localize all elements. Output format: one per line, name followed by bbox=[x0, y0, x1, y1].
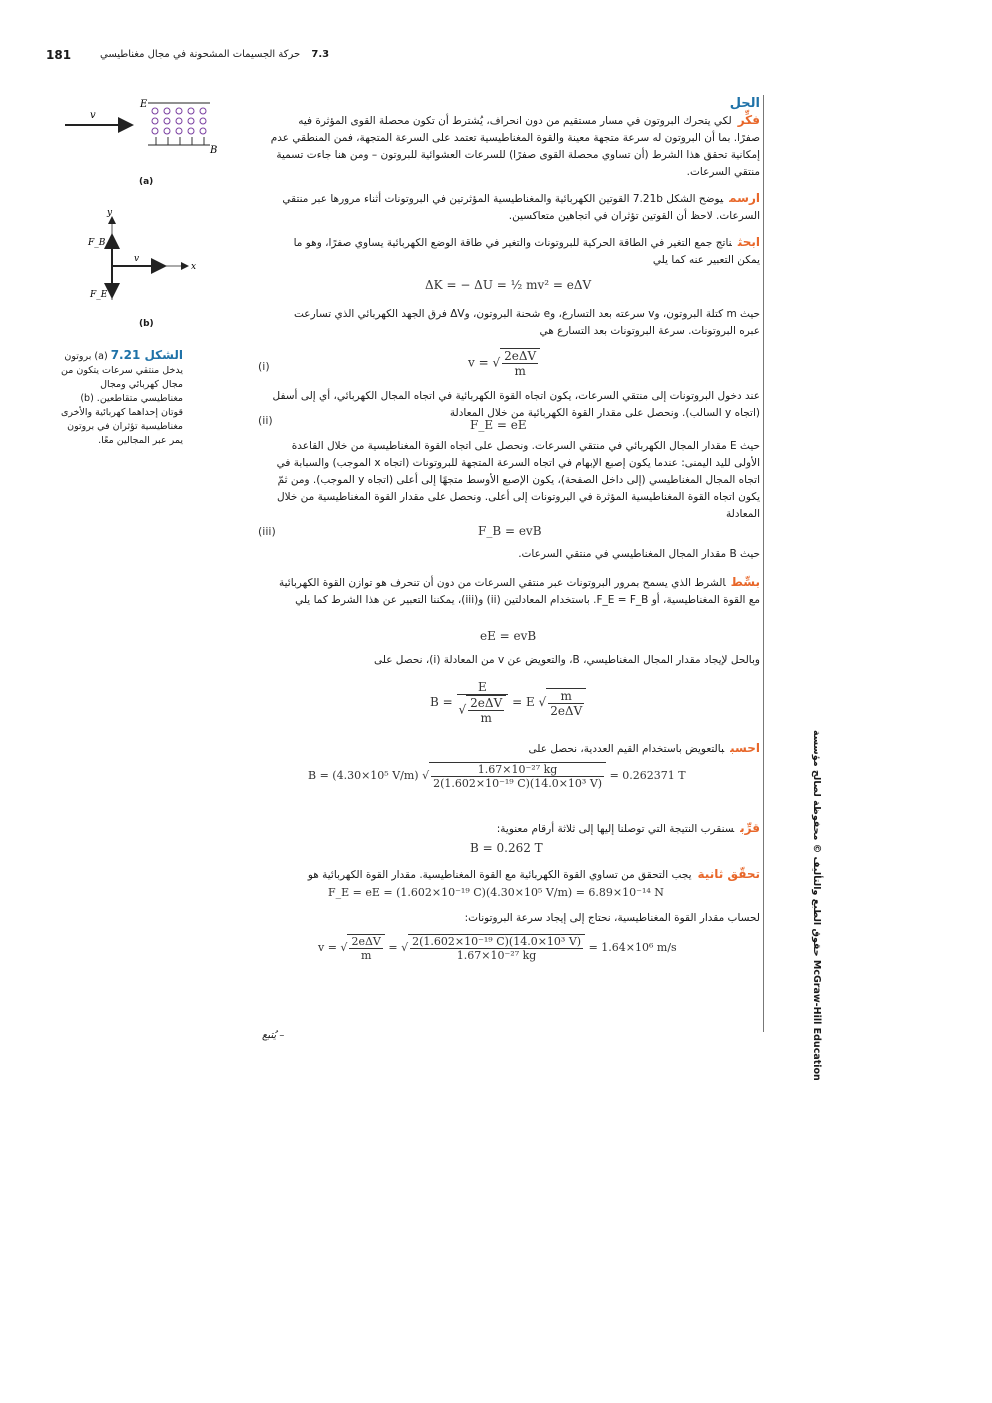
eq2-label: (ii) bbox=[258, 414, 273, 427]
where3-paragraph: حيث B مقدار المجال المغناطيسي في منتقي السرعات. bbox=[518, 548, 760, 560]
eq9-numerator: 2(1.602×10⁻¹⁹ C)(14.0×10³ V) bbox=[412, 935, 582, 948]
round-keyword: قرِّب bbox=[740, 821, 760, 835]
research-paragraph bbox=[270, 234, 760, 269]
section-title: حركة الجسيمات المشحونة في مجال مغناطيسي bbox=[100, 49, 301, 60]
caption-text: (a) بروتون يدخل منتقي سرعات يتكون من مجال كهربائي ومجال مغناطيسي متقاطعين. (b) قوتان إحداهما كهربائية والأخرى مغناطيسية تؤثران في بروتون يمر عبر المجالين معًا. bbox=[60, 351, 183, 446]
simplify-paragraph bbox=[270, 574, 760, 609]
equation-9: v = √ $\frac{\text{2eΔV}}{m}$ = √ $\frac{\text{2(1.602×10⁻¹⁹ C)(14.0×10³ V)}}{\text{1.67×10⁻²⁷ kg}}$ = 1.64×10⁶ m/s bbox=[318, 935, 677, 962]
eq6-rhs: = 0.262371 T bbox=[609, 769, 686, 782]
eq1-label: (i) bbox=[258, 360, 270, 373]
eq3-label: (iii) bbox=[258, 525, 276, 538]
calc-keyword: احسب bbox=[730, 741, 760, 755]
where2-paragraph: حيث E مقدار المجال الكهربائي في منتقي السرعات. ونحصل على اتجاه القوة المغناطيسية من خلال القاعدة الأولى لليد اليمنى: عندما يكون إصبع الإبهام في اتجاه السرعة المتجهة للبروتونات (اتجاه x الموجب) والسبابة في اتجاه المجال المغناطيسي (إلى داخل الصفحة)، يكون الإصبع الأوسط متجهًا إلى أعلى (اتجاه y الموجب). ومن ثمّ يكون اتجاه القوة المغناطيسية المؤثرة في البروتونات إلى أعلى. ونحصل على مقدار القوة المغناطيسية من خلال المعادلة bbox=[276, 440, 760, 520]
round-text: سنقرب النتيجة التي توصلنا إليها إلى ثلاثة أرقام معنوية: bbox=[496, 823, 735, 835]
label-v-a: v bbox=[90, 110, 96, 121]
eq5-inner-num: 2eΔV bbox=[470, 696, 503, 710]
calc-text: بالتعويض باستخدام القيم العددية، نحصل على bbox=[528, 743, 725, 755]
figure-7-21a bbox=[60, 95, 230, 190]
calc-paragraph bbox=[270, 740, 760, 758]
label-v-b: v bbox=[134, 254, 140, 264]
eq5-rad-num: m bbox=[548, 689, 584, 704]
eq9-rhs: = 1.64×10⁶ m/s bbox=[588, 941, 677, 954]
think-paragraph bbox=[270, 112, 760, 181]
column-rule bbox=[763, 95, 764, 1032]
solve-paragraph: وبالحل لإيجاد مقدار المجال المغناطيسي، B، والتعويض عن v من المعادلة (i)، نحصل على bbox=[373, 654, 760, 666]
label-y: y bbox=[107, 208, 113, 218]
eq5-numerator: E bbox=[457, 680, 509, 695]
running-head bbox=[100, 49, 329, 60]
where1-paragraph: حيث m كتلة البروتون، وv سرعته بعد التسارع، وe شحنة البروتون، وΔV فرق الجهد الكهربائي الذي تسارعت عبره البروتونات. سرعة البروتونات بعد التسارع هي bbox=[294, 308, 760, 337]
eq5-inner-den: m bbox=[480, 711, 492, 725]
round-paragraph bbox=[270, 820, 760, 838]
think-keyword: فكِّر bbox=[737, 113, 760, 127]
research-text: ناتج جمع التغير في الطاقة الحركية للبروتونات والتغير في طاقة الوضع الكهربائية يساوي صفرًا، وهو ما يمكن التعبير عنه كما يلي bbox=[293, 237, 760, 266]
sketch-text: يوضح الشكل 7.21b القوتين الكهربائية والمغناطيسية المؤثرتين في البروتونات أثناء مرورها عبر منتقي السرعات. لاحظ أن القوتين تؤثران في اتجاهين متعاكسين. bbox=[282, 193, 760, 222]
copyright-vertical bbox=[778, 720, 898, 1081]
equation-6: B = (4.30×10⁵ V/m) √ $\frac{\text{1.67×10⁻²⁷ kg}}{\text{2(1.602×10⁻¹⁹ C)(14.0×10³ V)}}$ = 0.262371 T bbox=[308, 763, 686, 790]
figure-caption bbox=[58, 348, 183, 448]
label-B-a: B bbox=[210, 145, 218, 156]
figure-7-21b bbox=[70, 205, 210, 315]
label-FB: F_B bbox=[88, 238, 106, 248]
equation-8: F_E = eE = (1.602×10⁻¹⁹ C)(4.30×10⁵ V/m) = 6.89×10⁻¹⁴ N bbox=[328, 886, 664, 899]
eq6-denominator: 2(1.602×10⁻¹⁹ C)(14.0×10³ V) bbox=[433, 777, 603, 790]
equation-1: v = √ $\frac{\text{2eΔV}}{m}$ bbox=[468, 348, 540, 378]
check-keyword: تحقّق ثانية bbox=[697, 867, 760, 881]
equation-5: B = E √ $\frac{\text{2eΔV}}{m}$ = E √ $\frac{m}{\text{2eΔV}}$ bbox=[430, 680, 586, 725]
speed-paragraph: لحساب مقدار القوة المغناطيسية، نحتاج إلى إيجاد سرعة البروتونات: bbox=[464, 912, 760, 924]
eq1-denominator: m bbox=[514, 364, 526, 378]
eq9-sym-num: 2eΔV bbox=[351, 935, 381, 948]
sketch-paragraph bbox=[270, 190, 760, 225]
label-x: x bbox=[191, 262, 197, 272]
energy-equation: ΔK = − ΔU = ½ mv² = eΔV bbox=[425, 278, 592, 292]
check-paragraph bbox=[270, 866, 760, 884]
solution-title: الحل bbox=[729, 96, 760, 111]
eq9-sym-den: m bbox=[360, 949, 372, 962]
think-text: لكي يتحرك البروتون في مسار مستقيم من دون انحراف، يُشترط أن تكون محصلة القوى المؤثرة فيه صفرًا. بما أن البروتون له سرعة متجهة معينة والقوة المغناطيسية تعتمد على السرعة المتجهة، فمن المنطقي عدم إمكانية تحقق هذا الشرط (أن تساوي محصلة القوى صفرًا) للسرعات العشوائية للبروتون – ومن هنا جاءت تسمية منتقي السرعات. bbox=[270, 115, 760, 178]
eq9-lhs: v = bbox=[318, 941, 337, 954]
eq6-lhs: B = (4.30×10⁵ V/m) bbox=[308, 769, 419, 782]
label-FE: F_E bbox=[90, 290, 108, 300]
page-number: 181 bbox=[46, 48, 72, 62]
copyright-text: حقوق الطبع والتأليف © محفوظة لصالح مؤسسة McGraw-Hill Education bbox=[811, 730, 822, 1081]
magnetic-field-grid bbox=[152, 108, 206, 134]
equation-3: F_B = evB bbox=[478, 524, 542, 538]
section-number: 7.3 bbox=[311, 49, 330, 60]
eq1-lhs: v = bbox=[468, 355, 489, 370]
eq5-rad-den: 2eΔV bbox=[550, 703, 583, 718]
research-keyword: ابحث bbox=[737, 235, 760, 249]
equation-4: eE = evB bbox=[480, 629, 537, 643]
check-text: يجب التحقق من تساوي القوة الكهربائية مع القوة المغناطيسية. مقدار القوة الكهربائية هو bbox=[307, 869, 692, 881]
eq9-denominator: 1.67×10⁻²⁷ kg bbox=[456, 949, 537, 962]
figure-label-b: (b) bbox=[139, 319, 154, 329]
equation-7: B = 0.262 T bbox=[470, 841, 543, 855]
simplify-text: الشرط الذي يسمح بمرور البروتونات عبر منتقي السرعات من دون أن تنحرف هو توازن القوة الكهربائية مع القوة المغناطيسية، أو F_E = F_B. باستخدام المعادلتين (ii) و(iii)، يمكننا التعبير عن هذا الشرط كما يلي bbox=[278, 577, 760, 606]
label-E-a: E bbox=[140, 99, 148, 110]
eq1-numerator: 2eΔV bbox=[504, 349, 537, 363]
eq9-equals: = bbox=[388, 941, 398, 954]
eq6-numerator: 1.67×10⁻²⁷ kg bbox=[431, 763, 604, 777]
caption-label: الشكل 7.21 bbox=[110, 348, 183, 362]
eq5-lhs: B = bbox=[430, 695, 453, 709]
continue-note: – يُتبع bbox=[262, 1030, 285, 1041]
entry-paragraph: عند دخول البروتونات إلى منتقي السرعات، يكون اتجاه القوة الكهربائية في اتجاه المجال الكهربائي، أي إلى أسفل (اتجاه y السالب). ونحصل على مقدار القوة الكهربائية من خلال المعادلة bbox=[272, 390, 760, 419]
equation-2: F_E = eE bbox=[470, 418, 527, 432]
eq5-mid: = E bbox=[512, 695, 535, 709]
figure-label-a: (a) bbox=[139, 177, 154, 187]
sketch-keyword: ارسم bbox=[729, 191, 760, 205]
simplify-keyword: بسِّط bbox=[731, 575, 760, 589]
